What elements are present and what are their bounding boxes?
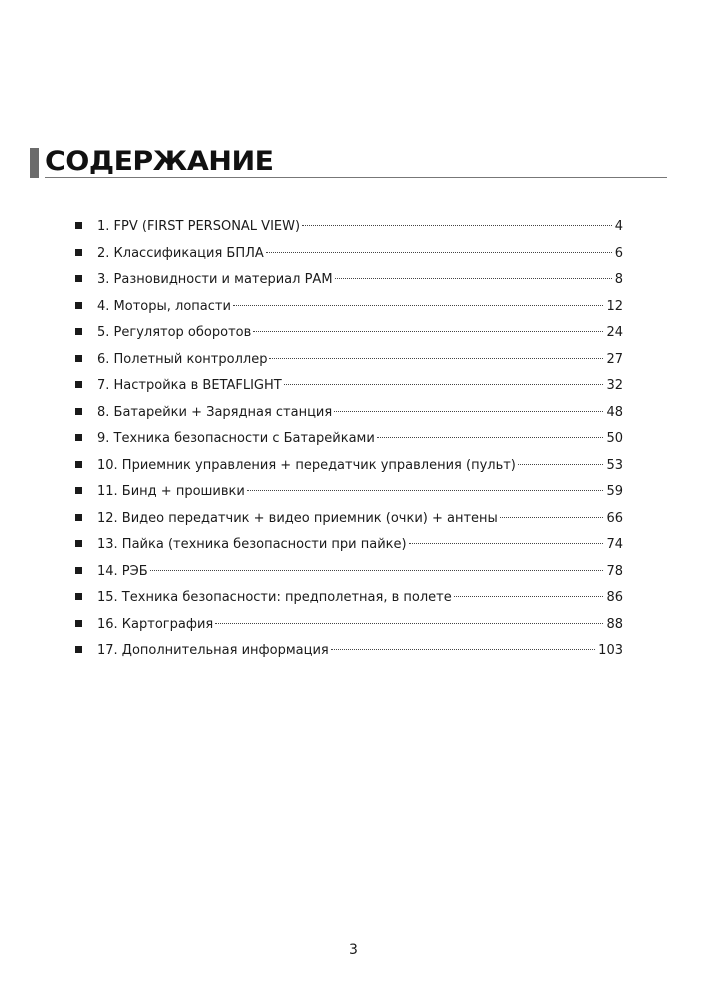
toc-entry-label: 5. Регулятор оборотов (97, 325, 252, 340)
toc-entry[interactable] (75, 638, 623, 665)
header-divider (45, 177, 667, 178)
toc-entry-label: 16. Картография (97, 616, 214, 632)
square-bullet-icon (75, 487, 82, 494)
dot-leader (518, 463, 604, 465)
square-bullet-icon (75, 355, 82, 362)
table-of-contents (75, 214, 623, 665)
dot-leader (302, 224, 612, 226)
toc-entry[interactable] (75, 532, 623, 559)
toc-entry-page: 48 (606, 404, 623, 420)
toc-entry-page: 24 (606, 325, 623, 340)
square-bullet-icon (75, 275, 82, 282)
toc-entry-page: 4 (614, 219, 623, 234)
toc-entry[interactable] (75, 559, 623, 586)
dot-leader (377, 436, 604, 438)
toc-entry-label: 10. Приемник управления + передатчик управления (пульт) (97, 457, 516, 473)
toc-entry-label: 9. Техника безопасности с Батарейками (97, 431, 375, 446)
square-bullet-icon (75, 593, 82, 600)
dot-leader (233, 304, 604, 306)
square-bullet-icon (75, 408, 82, 415)
toc-entry-label: 4. Моторы, лопасти (97, 298, 231, 314)
toc-entry-page: 53 (606, 457, 623, 473)
toc-entry-page: 8 (614, 272, 623, 287)
toc-entry-label: 8. Батарейки + Зарядная станция (97, 404, 333, 420)
toc-entry-label: 11. Бинд + прошивки (97, 484, 245, 499)
toc-entry[interactable] (75, 267, 623, 294)
dot-leader (253, 330, 603, 332)
toc-entry-page: 74 (606, 537, 623, 552)
toc-entry-label: 3. Разновидности и материал РАМ (97, 272, 333, 287)
toc-entry[interactable] (75, 506, 623, 533)
toc-entry-label: 2. Классификация БПЛА (97, 245, 264, 261)
dot-leader (284, 383, 604, 385)
page-title: СОДЕРЖАНИЕ (45, 146, 274, 177)
header-accent-bar (30, 148, 39, 178)
square-bullet-icon (75, 567, 82, 574)
toc-entry-label: 7. Настройка в BETAFLIGHT (97, 378, 282, 393)
toc-entry[interactable] (75, 214, 623, 241)
dot-leader (454, 595, 604, 597)
toc-entry-page: 88 (606, 616, 623, 632)
toc-entry-page: 27 (606, 351, 623, 367)
dot-leader (334, 410, 603, 412)
toc-header (30, 146, 667, 178)
toc-entry-page: 12 (606, 298, 623, 314)
square-bullet-icon (75, 222, 82, 229)
dot-leader (335, 277, 612, 279)
toc-entry-label: 17. Дополнительная информация (97, 643, 329, 658)
toc-entry-label: 13. Пайка (техника безопасности при пайке) (97, 537, 407, 552)
toc-entry-page: 103 (598, 643, 623, 658)
toc-entry[interactable] (75, 320, 623, 347)
toc-entry-page: 32 (606, 378, 623, 393)
toc-entry-page: 78 (606, 563, 623, 579)
square-bullet-icon (75, 381, 82, 388)
dot-leader (150, 569, 604, 571)
page-number: 3 (349, 942, 358, 958)
toc-entry-label: 14. РЭБ (97, 563, 148, 579)
toc-entry[interactable] (75, 373, 623, 400)
square-bullet-icon (75, 514, 82, 521)
toc-entry-page: 6 (614, 245, 623, 261)
toc-entry[interactable] (75, 585, 623, 612)
square-bullet-icon (75, 328, 82, 335)
square-bullet-icon (75, 434, 82, 441)
square-bullet-icon (75, 302, 82, 309)
toc-entry[interactable] (75, 241, 623, 268)
toc-entry-label: 12. Видео передатчик + видео приемник (очки) + антены (97, 510, 498, 526)
dot-leader (500, 516, 604, 518)
toc-entry[interactable] (75, 453, 623, 480)
toc-entry-label: 15. Техника безопасности: предполетная, в полете (97, 590, 452, 605)
square-bullet-icon (75, 249, 82, 256)
toc-entry[interactable] (75, 294, 623, 321)
square-bullet-icon (75, 540, 82, 547)
toc-entry[interactable] (75, 400, 623, 427)
dot-leader (247, 489, 604, 491)
toc-entry-page: 86 (606, 590, 623, 605)
dot-leader (409, 542, 604, 544)
toc-entry[interactable] (75, 479, 623, 506)
dot-leader (269, 357, 603, 359)
toc-entry[interactable] (75, 347, 623, 374)
dot-leader (331, 648, 595, 650)
toc-entry[interactable] (75, 612, 623, 639)
toc-entry-page: 66 (606, 510, 623, 526)
square-bullet-icon (75, 646, 82, 653)
square-bullet-icon (75, 620, 82, 627)
toc-entry-page: 50 (606, 431, 623, 446)
square-bullet-icon (75, 461, 82, 468)
dot-leader (266, 251, 612, 253)
toc-entry-label: 6. Полетный контроллер (97, 351, 268, 367)
toc-entry-page: 59 (606, 484, 623, 499)
toc-entry-label: 1. FPV (FIRST PERSONAL VIEW) (97, 219, 301, 234)
toc-entry[interactable] (75, 426, 623, 453)
dot-leader (215, 622, 603, 624)
